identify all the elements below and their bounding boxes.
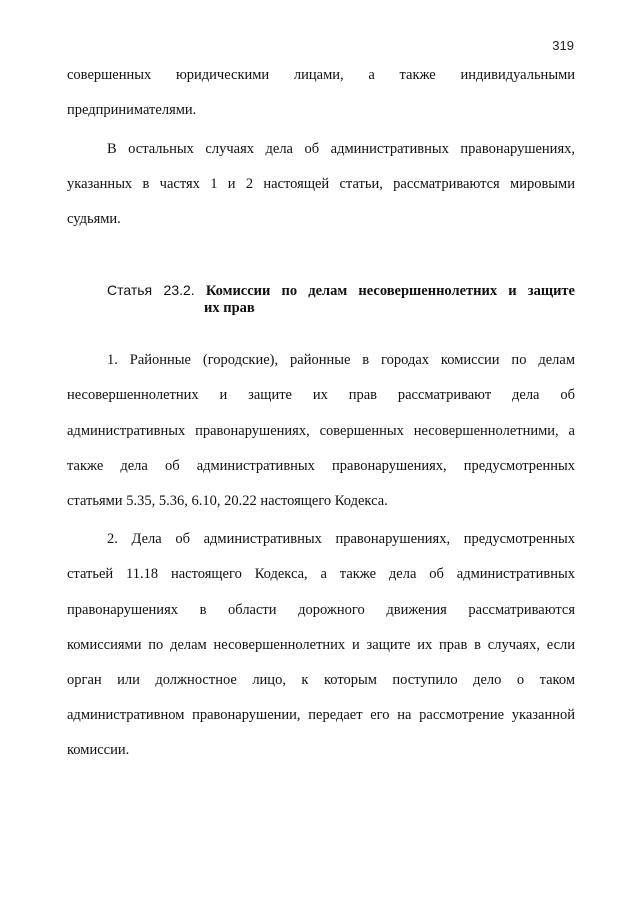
paragraph-3-line-7: комиссии. <box>67 742 130 758</box>
paragraph-3-line-2: статьей 11.18 настоящего Кодекса, а также дела об административных <box>67 566 575 582</box>
paragraph-3-line-4: комиссиями по делам несовершеннолетних и защите их прав в случаях, если <box>67 637 575 653</box>
page-number: 319 <box>552 38 574 53</box>
paragraph-3-line-5: орган или должностное лицо, к которым поступило дело о таком <box>67 672 575 688</box>
paragraph-0-line-2: предпринимателями. <box>67 102 197 118</box>
paragraph-0-line-1: совершенных юридическими лицами, а также индивидуальными <box>67 67 575 83</box>
article-label: Статья 23.2. <box>107 282 195 298</box>
paragraph-1-line-1: В остальных случаях дела об административных правонарушениях, <box>107 141 575 157</box>
paragraph-2-line-5: статьями 5.35, 5.36, 6.10, 20.22 настоящего Кодекса. <box>67 493 388 509</box>
article-title-line-1: Комиссии по делам несовершеннолетних и защите <box>205 283 575 299</box>
paragraph-3-line-3: правонарушениях в области дорожного движения рассматриваются <box>67 602 575 618</box>
paragraph-2-line-1: 1. Районные (городские), районные в городах комиссии по делам <box>107 352 575 368</box>
article-title-line-2: их прав <box>204 300 255 316</box>
paragraph-2-line-2: несовершеннолетних и защите их прав рассматривают дела об <box>67 387 575 403</box>
article-heading <box>107 281 575 316</box>
paragraph-3-line-6: административном правонарушении, передает его на рассмотрение указанной <box>67 707 575 723</box>
paragraph-2-line-3: административных правонарушениях, совершенных несовершеннолетними, а <box>67 423 575 439</box>
paragraph-2-line-4: также дела об административных правонарушениях, предусмотренных <box>67 458 575 474</box>
paragraph-3-line-1: 2. Дела об административных правонарушениях, предусмотренных <box>107 531 575 547</box>
paragraph-1-line-3: судьями. <box>67 211 121 227</box>
paragraph-1-line-2: указанных в частях 1 и 2 настоящей статьи, рассматриваются мировыми <box>67 176 575 192</box>
